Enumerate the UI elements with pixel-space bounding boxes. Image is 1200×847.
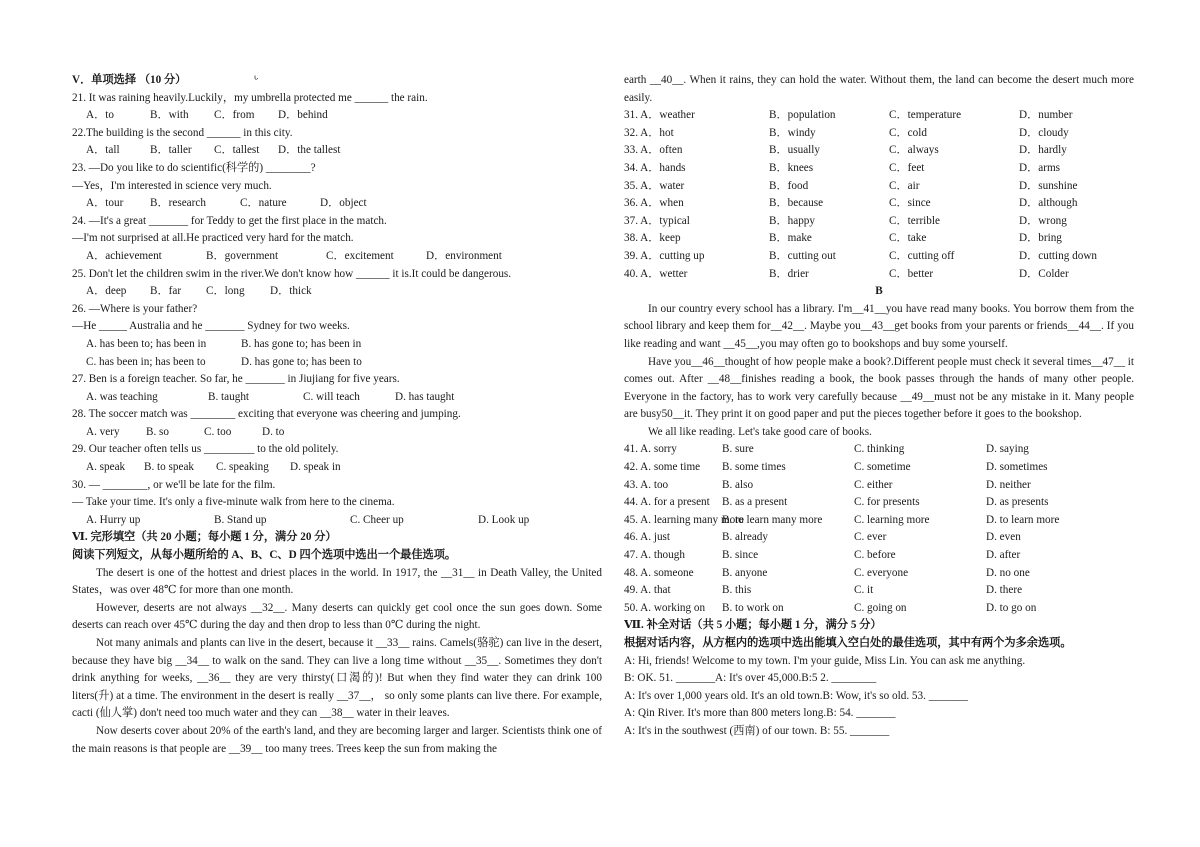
- q27-options: [72, 389, 602, 407]
- option: C．from: [214, 109, 255, 122]
- q30-options: [72, 512, 602, 530]
- passage-b-label: B: [875, 285, 883, 298]
- q29-options: [72, 459, 602, 477]
- dialog-line: A: It's in the southwest (西南) of our town. B: 55. _______: [624, 724, 890, 737]
- option: C．since: [889, 197, 931, 210]
- option: 43. A. too: [624, 478, 669, 491]
- option: D．cutting down: [1019, 249, 1097, 262]
- option: B. also: [722, 478, 754, 491]
- option: C．tallest: [214, 144, 260, 157]
- option: B. some times: [722, 461, 786, 474]
- option: D. there: [986, 584, 1023, 597]
- section-7-instructions: 根据对话内容，从方框内的选项中选出能填入空白处的最佳选项，其中有两个为多余选项。: [624, 637, 1072, 649]
- option: B. so: [146, 425, 170, 438]
- option: C. sometime: [854, 461, 911, 474]
- option: C．long: [206, 285, 245, 298]
- options-row: [624, 160, 1134, 178]
- option: C．cold: [889, 126, 927, 139]
- option: C. everyone: [854, 566, 909, 579]
- option: B. this: [722, 584, 752, 597]
- option: B．drier: [769, 267, 809, 280]
- option: C．better: [889, 267, 934, 280]
- options-row: [624, 477, 1134, 495]
- options-row: [624, 547, 1134, 565]
- option: D. has taught: [395, 390, 455, 403]
- section-6-title: Ⅵ. 完形填空（共 20 小题；每小题 1 分，满分 20 分）: [72, 531, 337, 544]
- option: D. as presents: [986, 496, 1049, 509]
- option: B．knees: [769, 161, 814, 174]
- option: C. ever: [854, 531, 887, 544]
- option: C．feet: [889, 161, 925, 174]
- passage-a-paragraph-3: Not many animals and plants can live in the desert, because it __33__ rains. Camels(骆驼) can live in the desert, because they have big __34__ to walk on the sand. They can live a long time without __35__. Sometimes they don't drink anything for weeks, __36__ they are very thirsty(口渴的)! But when they find water they can drink 100 liters(升) at a time. The environment in the desert is really __37__， so only some plants can live there. For example, cacti (仙人掌) don't need too much water and they can __38__ water in their leaves.: [72, 637, 602, 720]
- option: D. neither: [986, 478, 1031, 491]
- option: B．taller: [150, 144, 192, 157]
- option: D．Colder: [1019, 267, 1069, 280]
- options-row: [624, 107, 1134, 125]
- passage-a-paragraph-1: The desert is one of the hottest and driest places in the world. In 1917, the __31__ in Death Valley, the United States，was over 48℃ for more than one month.: [72, 566, 602, 597]
- option: D. to go on: [986, 601, 1037, 614]
- option: D．number: [1019, 109, 1073, 122]
- option: B. since: [722, 549, 759, 562]
- option: 50. A. working on: [624, 601, 706, 614]
- option: B．because: [769, 197, 824, 210]
- option: A. was teaching: [86, 390, 158, 403]
- option: B. already: [722, 531, 768, 544]
- option: A．tall: [86, 144, 120, 157]
- option: C. either: [854, 478, 893, 491]
- option: B．population: [769, 109, 836, 122]
- option: B．with: [150, 109, 189, 122]
- question-24: 24. —It's a great _______ for Teddy to get the first place in the match.: [72, 214, 387, 227]
- option: D. speak in: [290, 461, 341, 474]
- left-column: [72, 72, 602, 758]
- option: 31. A．weather: [624, 109, 695, 122]
- option: B. anyone: [722, 566, 768, 579]
- option: A. speak: [86, 461, 126, 474]
- passage-b-paragraph-3: We all like reading. Let's take good care of books.: [648, 425, 872, 438]
- q26-options-row2: [72, 354, 602, 372]
- dialog-line: A: Qin River. It's more than 800 meters long.B: 54. _______: [624, 707, 896, 720]
- passage-a-continuation: earth __40__. When it rains, they can hold the water. Without them, the land can become the desert much more easily.: [624, 74, 1134, 104]
- option: 42. A. some time: [624, 461, 701, 474]
- section-6-instructions: 阅读下列短文，从每小题所给的 A、B、C、D 四个选项中选出一个最佳选项。: [72, 549, 457, 562]
- option: B．food: [769, 179, 809, 192]
- option: B. sure: [722, 443, 754, 456]
- option: A．achievement: [86, 249, 162, 262]
- option: B. Stand up: [214, 513, 267, 526]
- option: 41. A. sorry: [624, 443, 677, 456]
- option: D．cloudy: [1019, 126, 1069, 139]
- option: C. it: [854, 584, 874, 597]
- option: B．windy: [769, 126, 816, 139]
- passage-a-paragraph-4: Now deserts cover about 20% of the earth's land, and they are becoming larger and larger. Scientists think one of the main reasons is that people are __39__ too many trees. Trees keep the sun from making the: [72, 724, 602, 755]
- option: A．to: [86, 109, 114, 122]
- passage-a-paragraph-2: However, deserts are not always __32__. Many deserts can quickly get cool once the sun goes down. Some deserts can reach over 45℃ during the day and then drop to less than 0℃ during the night.: [72, 601, 602, 632]
- stray-mark: ᒡ: [254, 75, 259, 86]
- option: 49. A. that: [624, 584, 671, 597]
- option: B．cutting out: [769, 249, 836, 262]
- option: 34. A．hands: [624, 161, 686, 174]
- options-row: [624, 494, 1134, 512]
- option: D. saying: [986, 443, 1029, 456]
- option: D．wrong: [1019, 214, 1067, 227]
- option: D. to: [262, 425, 285, 438]
- option: 33. A．often: [624, 144, 683, 157]
- options-row: [624, 529, 1134, 547]
- option: 46. A. just: [624, 531, 671, 544]
- option: A．tour: [86, 197, 124, 210]
- option: C. for presents: [854, 496, 920, 509]
- option: C. thinking: [854, 443, 905, 456]
- question-28: 28. The soccer match was ________ exciting that everyone was cheering and jumping.: [72, 408, 461, 421]
- option: 39. A．cutting up: [624, 249, 705, 262]
- option: C．temperature: [889, 109, 962, 122]
- option: C．air: [889, 179, 920, 192]
- option: D．sunshine: [1019, 179, 1078, 192]
- section-5-title: V．单项选择 （10 分）: [72, 74, 187, 86]
- option: A. very: [86, 425, 120, 438]
- q24-options: [72, 248, 602, 266]
- question-22: 22.The building is the second ______ in this city.: [72, 126, 293, 139]
- option: D. sometimes: [986, 461, 1048, 474]
- question-23: 23. —Do you like to do scientific(科学的) ________?: [72, 161, 316, 174]
- option: C．excitement: [326, 249, 394, 262]
- options-row: [624, 178, 1134, 196]
- option: C．nature: [240, 197, 287, 210]
- passage-a-options: [624, 107, 1134, 283]
- option: D．arms: [1019, 161, 1061, 174]
- option: A．deep: [86, 285, 127, 298]
- question-21: 21. It was raining heavily.Luckily，my umbrella protected me ______ the rain.: [72, 91, 428, 104]
- options-row: [624, 213, 1134, 231]
- option: D. has gone to; has been to: [241, 355, 362, 368]
- option: 32. A．hot: [624, 126, 674, 139]
- option: D. even: [986, 531, 1021, 544]
- options-row: [624, 512, 1134, 530]
- option: C. going on: [854, 601, 907, 614]
- option: C. Cheer up: [350, 513, 404, 526]
- question-29: 29. Our teacher often tells us _________ to the old politely.: [72, 443, 339, 456]
- options-row: [624, 565, 1134, 583]
- question-30-reply: — Take your time. It's only a five-minute walk from here to the cinema.: [72, 496, 395, 509]
- question-27: 27. Ben is a foreign teacher. So far, he _______ in Jiujiang for five years.: [72, 373, 400, 386]
- section-7-title: Ⅶ. 补全对话（共 5 小题；每小题 1 分，满分 5 分）: [624, 619, 882, 632]
- passage-b-paragraph-1: In our country every school has a library. I'm__41__you have read many books. You borrow them from the school library and keep them for__42__. Maybe you__43__get books from your parents or friends__44__. If you like reading and want __45__,you may often go to bookshops and buy some yourself.: [624, 302, 1134, 350]
- q28-options: [72, 424, 602, 442]
- option: 38. A．keep: [624, 232, 681, 245]
- option: B. to learn many more: [722, 513, 823, 526]
- q22-options: [72, 142, 602, 160]
- option: C．terrible: [889, 214, 940, 227]
- option: B．research: [150, 197, 206, 210]
- option: C. will teach: [303, 390, 360, 403]
- option: C．cutting off: [889, 249, 955, 262]
- option: D. Look up: [478, 513, 530, 526]
- option: D. no one: [986, 566, 1030, 579]
- option: C. speaking: [216, 461, 269, 474]
- option: D．object: [320, 197, 367, 210]
- option: C. learning more: [854, 513, 930, 526]
- option: D．although: [1019, 197, 1078, 210]
- dialog-line: B: OK. 51. _______A: It's over 45,000.B:5 2. ________: [624, 672, 877, 685]
- option: D．behind: [278, 109, 328, 122]
- option: 44. A. for a present: [624, 496, 710, 509]
- option: C. too: [204, 425, 232, 438]
- option: D．the tallest: [278, 144, 341, 157]
- options-row: [624, 582, 1134, 600]
- option: B．government: [206, 249, 279, 262]
- q21-options: [72, 107, 602, 125]
- option: A. has been to; has been in: [86, 337, 207, 350]
- options-row: [624, 600, 1134, 618]
- option: 45. A. learning many more: [624, 513, 744, 526]
- option: 48. A. someone: [624, 566, 694, 579]
- question-26-reply: —He _____ Australia and he _______ Sydney for two weeks.: [72, 320, 350, 333]
- option: C. before: [854, 549, 896, 562]
- options-row: [624, 441, 1134, 459]
- option: 40. A．wetter: [624, 267, 688, 280]
- option: D．thick: [270, 285, 312, 298]
- options-row: [624, 125, 1134, 143]
- options-row: [624, 459, 1134, 477]
- option: 37. A．typical: [624, 214, 690, 227]
- question-23-reply: —Yes，I'm interested in science very much.: [72, 179, 272, 192]
- option: B. to work on: [722, 601, 784, 614]
- option: B．happy: [769, 214, 815, 227]
- question-26: 26. —Where is your father?: [72, 302, 198, 315]
- option: C．always: [889, 144, 939, 157]
- option: D．environment: [426, 249, 502, 262]
- option: C．take: [889, 232, 927, 245]
- option: C. has been in; has been to: [86, 355, 206, 368]
- option: B. taught: [208, 390, 250, 403]
- options-row: [624, 248, 1134, 266]
- options-row: [624, 230, 1134, 248]
- dialog-line: A: Hi, friends! Welcome to my town. I'm your guide, Miss Lin. You can ask me anything.: [624, 654, 1026, 667]
- option: B. to speak: [144, 461, 195, 474]
- option: B．far: [150, 285, 182, 298]
- option: 36. A．when: [624, 197, 684, 210]
- dialog: [624, 653, 1134, 741]
- option: D. after: [986, 549, 1021, 562]
- question-25: 25. Don't let the children swim in the river.We don't know how ______ it is.It could be dangerous.: [72, 267, 512, 280]
- options-row: [624, 195, 1134, 213]
- question-24-reply: —I'm not surprised at all.He practiced very hard for the match.: [72, 232, 354, 245]
- option: B. as a present: [722, 496, 788, 509]
- options-row: [624, 142, 1134, 160]
- option: D．hardly: [1019, 144, 1067, 157]
- option: 35. A．water: [624, 179, 685, 192]
- q23-options: [72, 195, 602, 213]
- option: B．make: [769, 232, 812, 245]
- q25-options: [72, 283, 602, 301]
- question-30: 30. — ________, or we'll be late for the film.: [72, 478, 276, 491]
- dialog-line: A: It's over 1,000 years old. It's an old town.B: Wow, it's so old. 53. _______: [624, 689, 968, 702]
- right-column: [624, 72, 1134, 741]
- option: B. has gone to; has been in: [241, 337, 362, 350]
- option: D．bring: [1019, 232, 1062, 245]
- options-row: [624, 266, 1134, 284]
- option: 47. A. though: [624, 549, 685, 562]
- passage-b-paragraph-2: Have you__46__thought of how people make a book?.Different people must check it several times__47__ it comes out. After __48__finishes reading a book, the book passes through the hands of many other people. Everyone in the factory, has to work very carefully because __49__must not be any mistake in it. Many people are busy50__it. They print it on good paper and put the pieces together before it goes to the bookshop.: [624, 355, 1134, 421]
- passage-b-options: [624, 441, 1134, 617]
- q26-options-row1: [72, 336, 602, 354]
- option: A. Hurry up: [86, 513, 141, 526]
- option: B．usually: [769, 144, 820, 157]
- option: D. to learn more: [986, 513, 1060, 526]
